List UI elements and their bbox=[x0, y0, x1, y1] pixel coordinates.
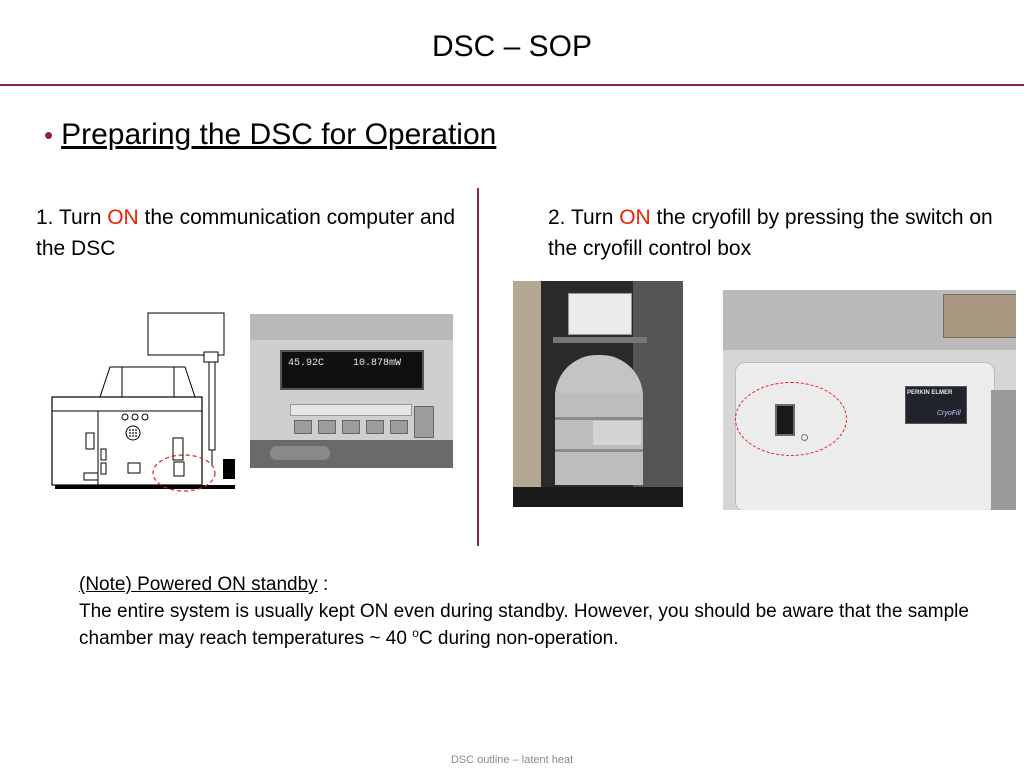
column-divider bbox=[477, 188, 479, 546]
dsc-front-panel-photo bbox=[250, 314, 453, 468]
slide-title: DSC – SOP bbox=[431, 30, 593, 63]
cryofill-product-label: CryoFill bbox=[937, 410, 961, 417]
note-heading: (Note) Powered ON standby bbox=[79, 574, 318, 595]
title-divider bbox=[0, 84, 1024, 86]
dsc-instrument-diagram bbox=[40, 305, 245, 505]
cryofill-brand-label: PERKIN ELMER bbox=[907, 390, 953, 396]
dsc-display-temperature: 45.92C bbox=[288, 358, 325, 369]
cryofill-dewar-photo bbox=[513, 281, 683, 507]
step-2-text bbox=[548, 202, 998, 264]
step-2-on: ON bbox=[619, 206, 651, 229]
step-1-text bbox=[36, 202, 456, 264]
note-body-end: C during non-operation. bbox=[418, 628, 619, 649]
step-2-prefix: 2. Turn bbox=[548, 206, 620, 229]
step-1-suffix: the communication computer and the DSC bbox=[36, 206, 456, 260]
step-2-suffix: the cryofill by pressing the switch on the cryofill control box bbox=[548, 206, 993, 260]
slide-footer: DSC outline – latent heat bbox=[450, 754, 574, 766]
cryofill-control-box-photo bbox=[723, 290, 1016, 510]
bullet-icon: • bbox=[44, 120, 54, 150]
step-1-on: ON bbox=[107, 206, 139, 229]
note-degree-sup: o bbox=[412, 626, 419, 640]
standby-note bbox=[79, 571, 999, 652]
note-heading-suffix: : bbox=[317, 574, 329, 595]
bullet-heading bbox=[44, 118, 496, 152]
step-1-prefix: 1. Turn bbox=[36, 206, 108, 229]
bullet-heading-text: Preparing the DSC for Operation bbox=[61, 118, 497, 151]
dsc-display-power: 10.878mW bbox=[353, 358, 402, 369]
note-body-main: The entire system is usually kept ON even during standby. However, you should be aware that the sample chamber may reach temperatures ~ 40 bbox=[79, 601, 969, 649]
